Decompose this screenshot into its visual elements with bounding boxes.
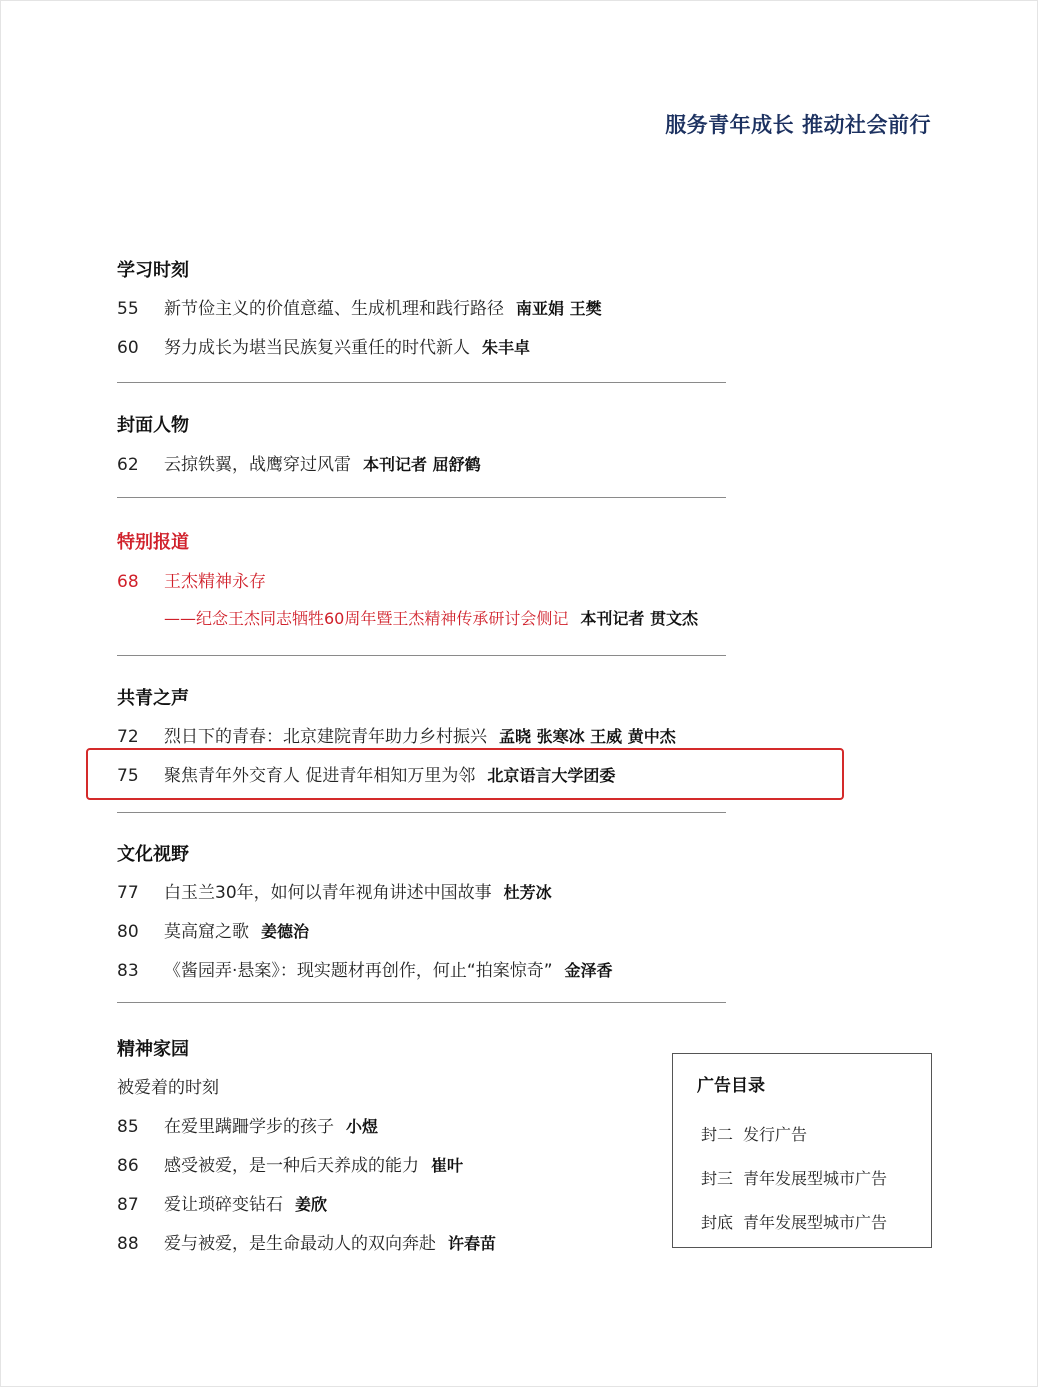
section-title-cover-figure: 封面人物 <box>117 415 189 436</box>
ad-label: 青年发展型城市广告 <box>743 1169 888 1188</box>
magazine-slogan: 服务青年成长 推动社会前行 <box>665 113 931 137</box>
page-number: 88 <box>117 1234 139 1254</box>
article-title: 《酱园弄·悬案》：现实题材再创作，何止“拍案惊奇” <box>164 961 553 981</box>
toc-entry[interactable] <box>117 722 676 747</box>
article-author: 姜欣 <box>295 1195 328 1214</box>
article-title: 云掠铁翼，战鹰穿过风雷 <box>164 455 351 475</box>
article-author: 南亚娟 王樊 <box>516 299 602 318</box>
page-number: 60 <box>117 338 139 358</box>
toc-entry[interactable] <box>117 450 481 475</box>
ad-position: 封二 <box>701 1125 734 1144</box>
article-title: 莫高窟之歌 <box>164 922 249 942</box>
article-title: 努力成长为堪当民族复兴重任的时代新人 <box>164 338 470 358</box>
toc-entry[interactable] <box>117 917 309 942</box>
article-title: 烈日下的青春：北京建院青年助力乡村振兴 <box>164 727 487 747</box>
article-author: 北京语言大学团委 <box>487 766 616 785</box>
page-number: 80 <box>117 922 139 942</box>
section-title-special-report: 特别报道 <box>117 532 189 553</box>
ad-directory-item[interactable] <box>701 1210 887 1233</box>
article-subtitle: ——纪念王杰同志牺牲60周年暨王杰精神传承研讨会侧记 <box>164 609 569 628</box>
article-title: 爱让琐碎变钻石 <box>164 1195 283 1215</box>
article-author: 本刊记者 屈舒鹤 <box>363 455 481 474</box>
article-author: 小煜 <box>346 1117 379 1136</box>
ad-directory-item[interactable] <box>701 1122 807 1145</box>
article-title: 白玉兰30年，如何以青年视角讲述中国故事 <box>164 883 492 903</box>
page-number: 75 <box>117 766 139 786</box>
page-number: 72 <box>117 727 139 747</box>
article-author: 杜芳冰 <box>503 883 552 902</box>
article-title: 爱与被爱，是生命最动人的双向奔赴 <box>164 1234 436 1254</box>
page-number: 62 <box>117 455 139 475</box>
section-divider <box>117 655 726 656</box>
ad-directory-title: 广告目录 <box>697 1076 765 1096</box>
toc-entry[interactable] <box>117 1229 496 1254</box>
page-number: 83 <box>117 961 139 981</box>
article-title: 王杰精神永存 <box>164 572 266 592</box>
article-title: 新节俭主义的价值意蕴、生成机理和践行路径 <box>164 299 504 319</box>
toc-entry[interactable] <box>117 567 266 592</box>
article-author: 朱丰卓 <box>482 338 531 357</box>
article-author: 金泽香 <box>564 961 613 980</box>
section-title-study: 学习时刻 <box>117 260 189 281</box>
article-author: 崔叶 <box>431 1156 464 1175</box>
article-title: 在爱里蹒跚学步的孩子 <box>164 1117 334 1137</box>
toc-entry[interactable] <box>117 1151 463 1176</box>
page-number: 87 <box>117 1195 139 1215</box>
page-number: 55 <box>117 299 139 319</box>
highlight-box <box>86 748 844 800</box>
toc-entry[interactable] <box>117 1112 378 1137</box>
toc-entry[interactable] <box>117 878 552 903</box>
ad-directory-box <box>672 1053 932 1248</box>
toc-entry[interactable] <box>117 1190 327 1215</box>
article-author: 本刊记者 贯文杰 <box>580 609 698 628</box>
article-author: 姜德治 <box>261 922 310 941</box>
section-title-culture: 文化视野 <box>117 844 189 865</box>
section-divider <box>117 382 726 383</box>
ad-directory-item[interactable] <box>701 1166 887 1189</box>
toc-entry[interactable] <box>117 294 602 319</box>
toc-entry[interactable] <box>117 333 530 358</box>
page-number: 85 <box>117 1117 139 1137</box>
toc-entry[interactable] <box>117 956 613 981</box>
page-number: 68 <box>117 572 139 592</box>
ad-position: 封三 <box>701 1169 734 1188</box>
page-number: 86 <box>117 1156 139 1176</box>
section-divider <box>117 497 726 498</box>
article-author: 孟晓 张寒冰 王威 黄中杰 <box>499 727 676 746</box>
page-number: 77 <box>117 883 139 903</box>
ad-position: 封底 <box>701 1213 734 1232</box>
article-author: 许春苗 <box>448 1234 497 1253</box>
section-subheading: 被爱着的时刻 <box>117 1078 219 1098</box>
toc-subtitle[interactable] <box>164 606 698 629</box>
article-title: 感受被爱，是一种后天养成的能力 <box>164 1156 419 1176</box>
section-title-youth-voice: 共青之声 <box>117 688 189 709</box>
section-divider <box>117 1002 726 1003</box>
ad-label: 青年发展型城市广告 <box>743 1213 888 1232</box>
ad-label: 发行广告 <box>743 1125 808 1144</box>
section-divider <box>117 812 726 813</box>
section-title-spiritual-home: 精神家园 <box>117 1039 189 1060</box>
article-title: 聚焦青年外交育人 促进青年相知万里为邻 <box>164 766 476 786</box>
